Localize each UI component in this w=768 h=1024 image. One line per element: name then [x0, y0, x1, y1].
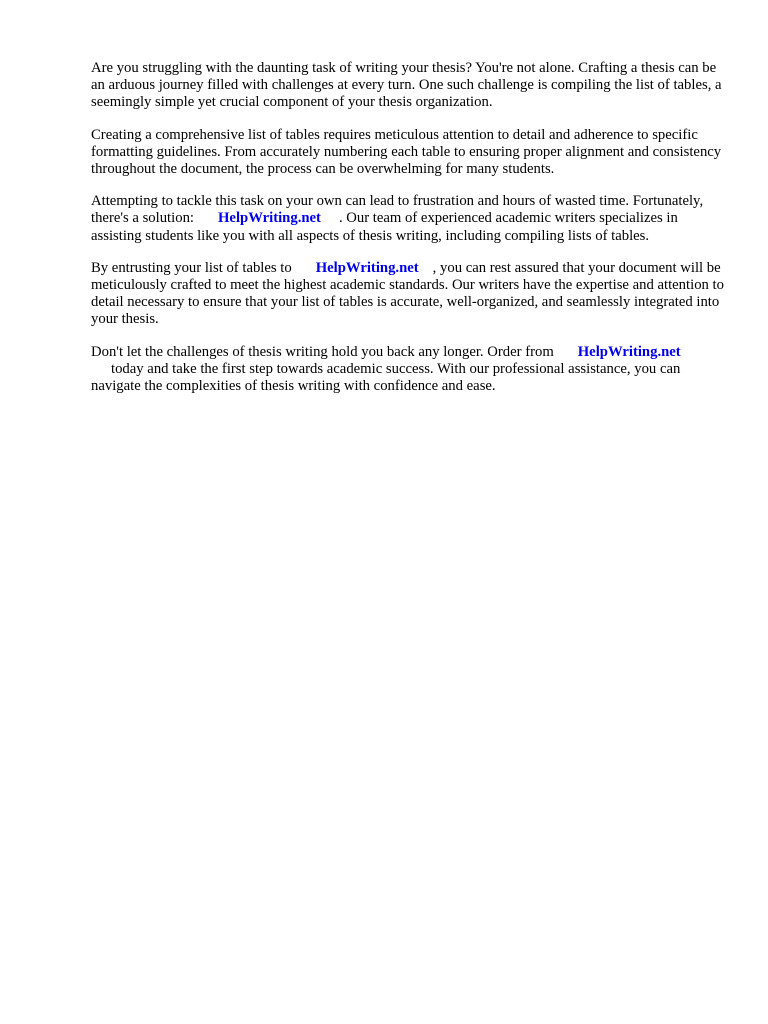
paragraph-entrusting-text-after: , you can rest assured that your document will be meticulously crafted to meet the highest academic standards. Our writers have the expertise and attention to detail necessary to ensure that your list of tables is accurate, well-organized, and seamlessly integrated into your thesis.: [91, 259, 724, 328]
paragraph-solution-text-before: Attempting to tackle this task on your own can lead to frustration and hours of wasted time. Fortunately, there's a solution:: [91, 193, 704, 227]
paragraph-call-to-action: [91, 344, 731, 396]
paragraph-requirements-text: Creating a comprehensive list of tables requires meticulous attention to detail and adherence to specific formatting guidelines. From accurately numbering each table to ensuring proper alignment and consistency throughout the document, the process can be overwhelming for many students.: [91, 126, 722, 178]
paragraph-call-to-action-text-before: Don't let the challenges of thesis writing hold you back any longer. Order from: [91, 343, 554, 360]
helpwriting-link-3[interactable]: HelpWriting.net: [577, 343, 681, 360]
paragraph-entrusting-text-before: By entrusting your list of tables to: [91, 259, 292, 276]
paragraph-call-to-action-text-after: today and take the first step towards academic success. With our professional assistance, you can navigate the complexities of thesis writing with confidence and ease.: [91, 360, 681, 395]
document-body: [91, 60, 731, 410]
paragraph-solution: [91, 193, 731, 245]
paragraph-entrusting: [91, 260, 731, 329]
paragraph-intro: [91, 60, 731, 112]
helpwriting-link-1[interactable]: HelpWriting.net: [218, 210, 321, 227]
helpwriting-link-2[interactable]: HelpWriting.net: [315, 259, 419, 276]
paragraph-solution-text-after: . Our team of experienced academic writers specializes in assisting students like you with all aspects of thesis writing, including compiling lists of tables.: [91, 210, 678, 244]
paragraph-intro-text: Are you struggling with the daunting task of writing your thesis? You're not alone. Crafting a thesis can be an arduous journey filled with challenges at every turn. One such challenge is compiling the list of tables, a seemingly simple yet crucial component of your thesis organization.: [91, 60, 722, 111]
paragraph-requirements: [91, 127, 731, 179]
